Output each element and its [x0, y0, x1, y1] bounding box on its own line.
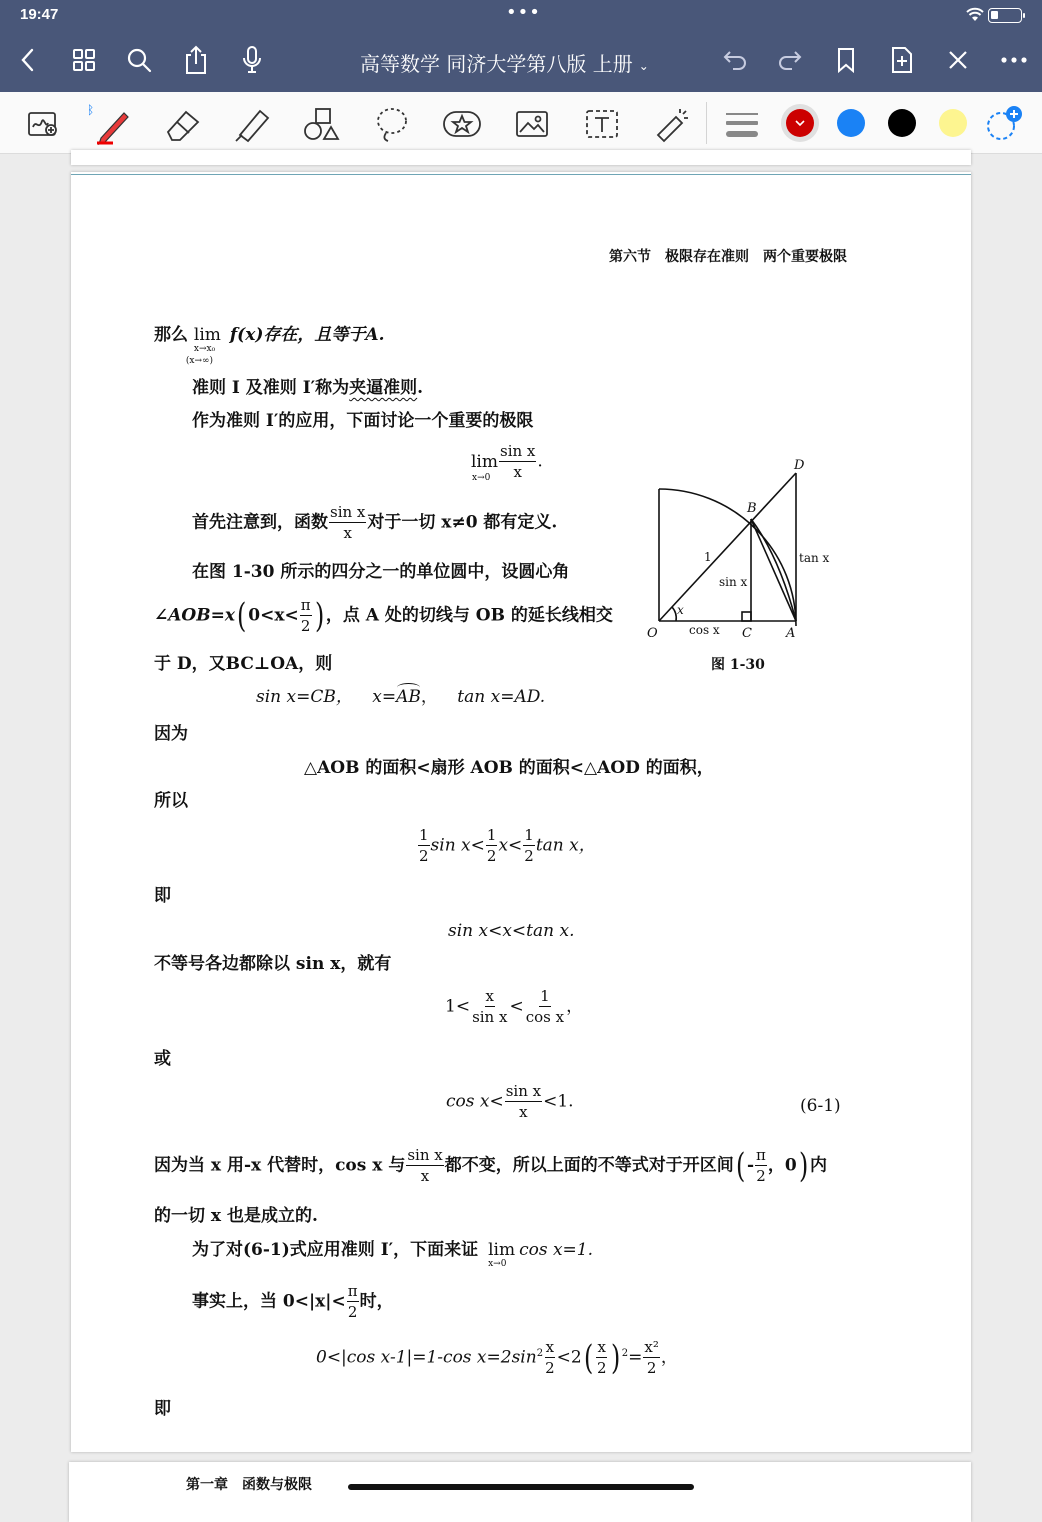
- text-line-2: 准则 I 及准则 I′称为夹逼准则.: [192, 378, 424, 398]
- shapes-tool-icon[interactable]: [302, 104, 342, 144]
- chevron-down-icon: ⌄: [638, 58, 649, 73]
- laser-pointer-tool-icon[interactable]: [652, 104, 692, 144]
- back-icon[interactable]: [12, 44, 44, 76]
- inequality-area: $\frac{1}{2}$ sin x< $\frac{1}{2}$ x< $\frac{1}{2}$ tan x，: [419, 826, 596, 865]
- text-line-9: sin x=CB， x=AB， tan x=AD.: [256, 687, 546, 707]
- inequality-divided: 1< $\frac{x}{\text{sin x}}$ < $\frac{1}{\text{cos x}}$ ，: [445, 987, 584, 1026]
- text-line-16: 不等号各边都除以 sin x，就有: [154, 954, 392, 974]
- close-tools-icon[interactable]: [942, 44, 974, 76]
- footer-chapter: 第一章: [186, 1477, 228, 1493]
- document-page[interactable]: [71, 172, 971, 1452]
- search-icon[interactable]: [123, 44, 155, 76]
- toolbar-divider: [706, 102, 707, 144]
- arc-ab: AB: [396, 687, 421, 707]
- text-line-20: 因为当 x 用-x 代替时，cos x 与 $\frac{\text{sin x}}{x}$ 都不变，所以上面的不等式对于开区间( - $\frac{\pi}{2}$ ，0) 内: [154, 1146, 828, 1186]
- inequality-sin-tan: sin x<x<tan x.: [448, 921, 575, 941]
- text-line-10: 因为: [154, 724, 188, 744]
- scan-edge-line: [71, 174, 971, 175]
- figure-label-o: O: [647, 626, 658, 641]
- figure-label-x: x: [677, 603, 684, 617]
- wifi-icon: [966, 7, 984, 26]
- text-line-5: 首先注意到，函数 $\frac{\text{sin x}}{x}$ 对于一切 x≠0 都有定义.: [192, 503, 558, 542]
- more-options-icon[interactable]: [998, 44, 1030, 76]
- home-indicator[interactable]: [348, 1484, 694, 1490]
- share-icon[interactable]: [180, 44, 212, 76]
- annotation-toolbar: [0, 92, 1042, 154]
- pen-tool-icon[interactable]: [87, 103, 132, 144]
- header-title: 极限存在准则 两个重要极限: [665, 249, 847, 265]
- unit-circle-figure: [641, 456, 830, 646]
- cosine-bound-formula: 0<|cos x-1|=1-cos $x=2\sin^2$ $\frac{x}{2}$ <2( $\frac{x}{2}$ ) $^2$= $\frac{\text{x²}}{2}$ ，: [316, 1338, 678, 1378]
- text-line-6: 在图 1-30 所示的四分之一的单位圆中，设圆心角: [192, 562, 570, 582]
- text-line-14: 即: [154, 886, 171, 906]
- highlighter-tool-icon[interactable]: [232, 104, 272, 144]
- text-line-21: 的一切 x 也是成立的.: [154, 1206, 318, 1226]
- navigation-bar: [0, 0, 1042, 92]
- page-footer: [186, 1478, 312, 1492]
- equation-number: (6-1): [800, 1096, 841, 1116]
- color-swatch-blue[interactable]: [837, 109, 865, 137]
- inequality-6-1: cos x< $\frac{\text{sin x}}{x}$ <1.: [446, 1082, 574, 1121]
- image-tool-icon[interactable]: [512, 104, 552, 144]
- lasso-select-tool-icon[interactable]: [23, 104, 63, 144]
- text-line-23: 事实上，当 0<|x|< $\frac{\pi}{2}$ 时，: [192, 1282, 394, 1321]
- text-line-1: 那么 lim x→x₀ (x→∞) f(x)存在，且等于A.: [154, 325, 385, 366]
- grid-view-icon[interactable]: [68, 44, 100, 76]
- figure-label-radius: 1: [704, 550, 712, 564]
- bookmark-icon[interactable]: [830, 44, 862, 76]
- color-swatch-yellow[interactable]: [939, 109, 967, 137]
- text-line-12: 所以: [154, 791, 188, 811]
- figure-caption: 图 1-30: [711, 657, 765, 673]
- undo-icon[interactable]: [719, 44, 751, 76]
- text-tool-icon[interactable]: [582, 104, 622, 144]
- figure-label-tan: tan x: [799, 551, 830, 565]
- figure-right-angle: [742, 612, 751, 621]
- limit-operator: lim x→x₀ (x→∞): [185, 325, 221, 366]
- text-line-18: 或: [154, 1049, 171, 1069]
- text-line-25: 即: [154, 1399, 171, 1419]
- svg-text:ᛒ: ᛒ: [87, 103, 95, 117]
- add-page-icon[interactable]: [886, 44, 918, 76]
- redo-icon[interactable]: [774, 44, 806, 76]
- previous-page[interactable]: [71, 150, 971, 165]
- color-swatch-red[interactable]: [786, 109, 814, 137]
- microphone-icon[interactable]: [236, 44, 268, 76]
- text-line-3: 作为准则 I′的应用，下面讨论一个重要的极限: [192, 411, 534, 431]
- text-line-11: △AOB 的面积<扇形 AOB 的面积<△AOD 的面积，: [304, 758, 714, 778]
- figure-label-a: A: [786, 626, 796, 641]
- sticker-tool-icon[interactable]: [442, 104, 482, 144]
- figure-label-cos: cos x: [689, 623, 720, 637]
- text-line-8: 于 D，又BC⊥OA，则: [154, 654, 333, 674]
- status-time: 19:47: [20, 6, 59, 23]
- lasso-tool-icon[interactable]: [372, 104, 412, 144]
- footer-title: 函数与极限: [242, 1477, 312, 1493]
- text-line-7: ∠AOB=x( 0<x< $\frac{\pi}{2}$ ) ，点 A 处的切线与 OB 的延长线相交: [154, 596, 613, 636]
- running-header: [609, 250, 847, 264]
- figure-chord-ab: [751, 519, 796, 621]
- document-title[interactable]: [360, 48, 649, 77]
- stroke-width-icon[interactable]: [722, 104, 762, 144]
- header-section: 第六节: [609, 249, 651, 265]
- eraser-tool-icon[interactable]: [162, 104, 202, 144]
- figure-angle-arc: [672, 607, 676, 621]
- multitasking-dots[interactable]: •••: [506, 2, 541, 23]
- battery-icon: [988, 8, 1022, 23]
- figure-label-b: B: [747, 501, 757, 516]
- squeeze-theorem-term: 夹逼准则: [349, 378, 418, 398]
- figure-label-d: D: [794, 458, 805, 473]
- limit-formula: lim x→0 $\frac{\text{sin x}}{x}$ .: [471, 442, 543, 483]
- add-color-icon[interactable]: [984, 104, 1024, 144]
- next-page[interactable]: [69, 1462, 971, 1522]
- figure-label-c: C: [742, 626, 752, 641]
- text-line-22: 为了对(6-1)式应用准则 I′，下面来证 lim x→0 cos x=1.: [192, 1240, 594, 1269]
- figure-label-sin: sin x: [719, 575, 748, 589]
- color-swatch-black[interactable]: [888, 109, 916, 137]
- document-title-text: 高等数学 同济大学第八版 上册: [360, 52, 633, 76]
- figure-line-od: [659, 473, 796, 621]
